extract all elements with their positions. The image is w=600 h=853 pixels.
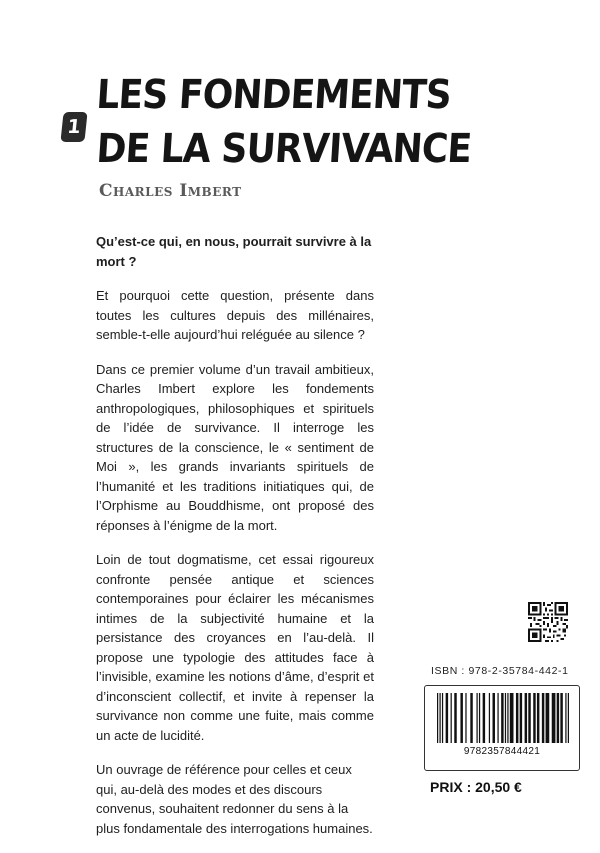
barcode-number: 9782357844421: [463, 746, 541, 757]
qr-code: [528, 602, 568, 642]
barcode-bar: [542, 693, 544, 743]
back-cover-text: [96, 232, 374, 853]
barcode-bar: [493, 693, 495, 743]
barcode-bar: [451, 693, 452, 743]
barcode-bar: [507, 693, 508, 743]
blurb-paragraph-2: Et pourquoi cette question, présente dans toutes les cultures depuis des millénaires, semble-t-elle aujourd’hui reléguée au silence ?: [96, 288, 374, 342]
barcode-bar: [439, 693, 440, 743]
barcode-bar: [446, 693, 448, 743]
barcode-bar: [528, 693, 530, 743]
barcode-bar: [557, 693, 559, 743]
barcode-bar: [552, 693, 556, 743]
barcode-bar: [501, 693, 503, 743]
blurb-paragraph-4: Loin de tout dogmatisme, cet essai rigoureux confronte pensée antique et sciences contemporaines pour éclairer les mécanismes intimes de la subjectivité humaine et la persistance des croyances en l’au-delà. Il propose une typologie des attitudes face à l’invisible, examine les notions d’âme, d’esprit et d’inconscient collectif, et invite à repenser la survivance non comme une fuite, mais comme un acte de lucidité.: [96, 552, 374, 743]
barcode-bar: [560, 693, 562, 743]
barcode-bar: [537, 693, 539, 743]
barcode-bar: [460, 693, 462, 743]
barcode-bar: [533, 693, 535, 743]
barcode-bar: [479, 693, 480, 743]
blurb-paragraph-5: Un ouvrage de référence pour celles et ceux qui, au-delà des modes et des discours convenus, souhaitent redonner du sens à la plus fondamentale des interrogations humaines.: [96, 762, 373, 836]
book-title-line-1: LES FONDEMENTS: [95, 72, 453, 118]
barcode-bar: [568, 693, 569, 743]
blurb-paragraph-3: Dans ce premier volume d’un travail ambitieux, Charles Imbert explore les fondements anthropologiques, philosophiques et spirituels de l’idée de survivance. Il interroge les structures de la conscience, le « sentiment de Moi », les grands invariants spirituels de l’humanité et les traditions initiatiques qui, de l’Orphisme au Bouddhisme, ont proposé des réponses à l’énigme de la mort.: [96, 361, 374, 533]
barcode-bar: [470, 693, 472, 743]
barcode-bar: [442, 693, 443, 743]
barcode-bar: [565, 693, 566, 743]
barcode-bars: [437, 693, 569, 751]
isbn-line: ISBN : 978-2-35784-442-1: [431, 665, 569, 677]
barcode-bar: [437, 693, 438, 743]
volume-number-badge: 1: [60, 112, 87, 142]
barcode-bar: [454, 693, 456, 743]
blurb-question: Qu’est-ce qui, en nous, pourrait survivre à la mort ?: [96, 234, 372, 269]
barcode-bar: [465, 693, 466, 743]
barcode-bar: [497, 693, 498, 743]
barcode-bar: [520, 693, 522, 743]
barcode-bar: [483, 693, 485, 743]
barcode-bar: [476, 693, 477, 743]
barcode-bar: [489, 693, 490, 743]
barcode-bar: [516, 693, 518, 743]
barcode-bar: [525, 693, 527, 743]
barcode-bar: [546, 693, 550, 743]
book-title-line-2: DE LA SURVIVANCE: [95, 126, 473, 172]
barcode-box: [424, 685, 580, 771]
price-label: PRIX : 20,50 €: [430, 779, 522, 795]
author-name: Charles Imbert: [99, 181, 242, 201]
barcode-bar: [510, 693, 514, 743]
barcode-bar: [505, 693, 506, 743]
